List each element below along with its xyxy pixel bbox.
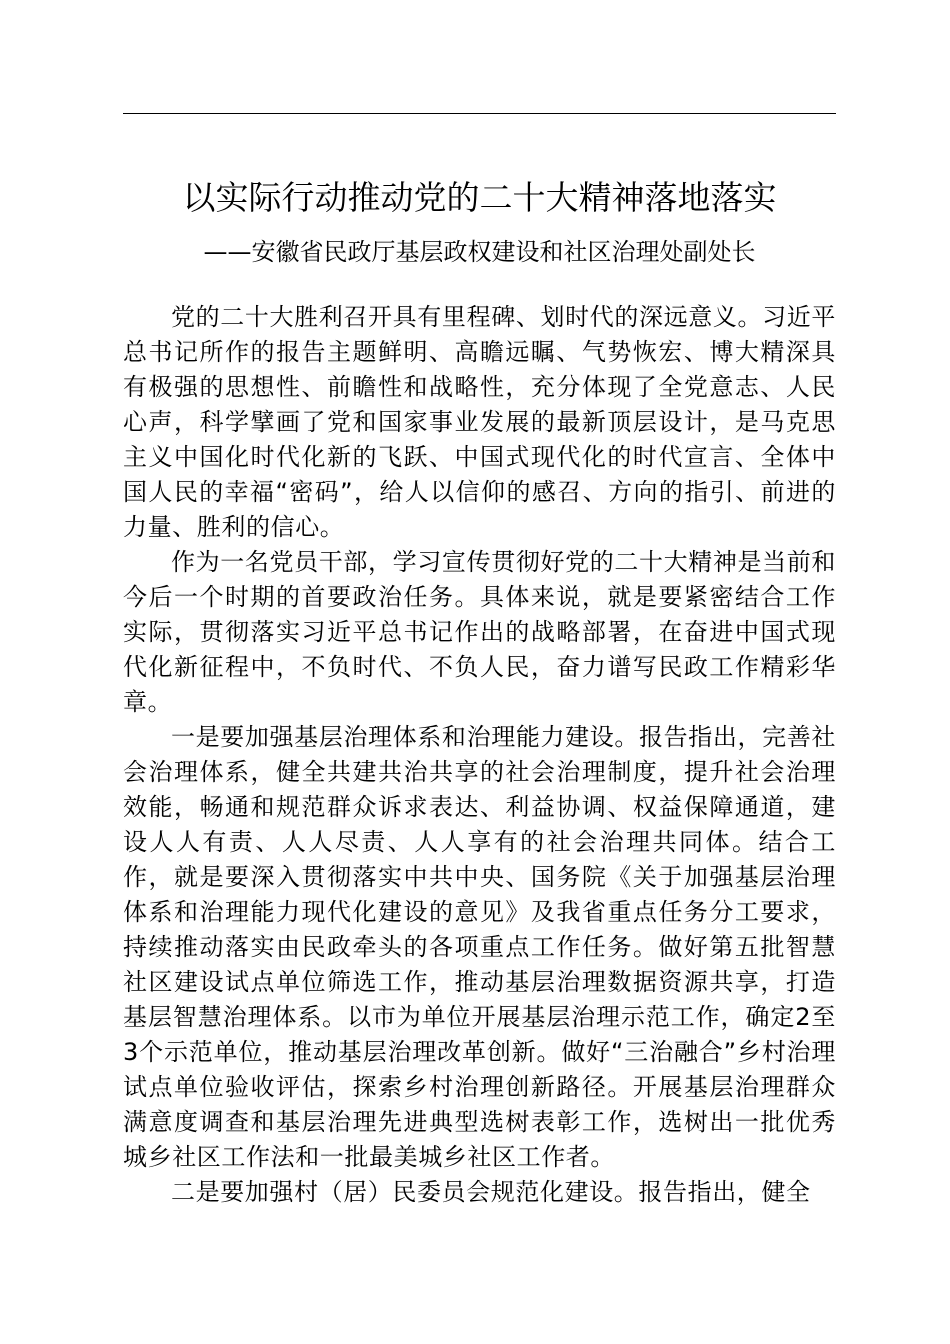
paragraph-point-two: 二是要加强村（居）民委员会规范化建设。报告指出，健全 xyxy=(171,1178,811,1206)
document-body xyxy=(123,300,836,1210)
paragraph-point-one: 一是要加强基层治理体系和治理能力建设。报告指出，完善社会治理体系，健全共建共治共享的社会治理制度，提升社会治理效能，畅通和规范群众诉求表达、利益协调、权益保障通道，建设人人有责、人人尽责、人人享有的社会治理共同体。结合工作，就是要深入贯彻落实中共中央、国务院《关于加强基层治理体系和治理能力现代化建设的意见》及我省重点任务分工要求，持续推动落实由民政牵头的各项重点工作任务。做好第五批智慧社区建设试点单位筛选工作，推动基层治理数据资源共享，打造基层智慧治理体系。以市为单位开展基层治理示范工作，确定2至3个示范单位，推动基层治理改革创新。做好“三治融合”乡村治理试点单位验收评估，探索乡村治理创新路径。开展基层治理群众满意度调查和基层治理先进典型选树表彰工作，选树出一批优秀城乡社区工作法和一批最美城乡社区工作者。 xyxy=(123,723,836,1171)
paragraph-intro: 党的二十大胜利召开具有里程碑、划时代的深远意义。习近平总书记所作的报告主题鲜明、高瞻远瞩、气势恢宏、博大精深具有极强的思想性、前瞻性和战略性，充分体现了全党意志、人民心声，科学擘画了党和国家事业发展的最新顶层设计，是马克思主义中国化时代化新的飞跃、中国式现代化的时代宣言、全体中国人民的幸福“密码”，给人以信仰的感召、方向的指引、前进的力量、胜利的信心。 xyxy=(123,303,836,541)
header-rule xyxy=(123,113,836,114)
document-subtitle: ——安徽省民政厅基层政权建设和社区治理处副处长 xyxy=(203,238,756,266)
paragraph-duty: 作为一名党员干部，学习宣传贯彻好党的二十大精神是当前和今后一个时期的首要政治任务。具体来说，就是要紧密结合工作实际，贯彻落实习近平总书记作出的战略部署，在奋进中国式现代化新征程中，不负时代、不负人民，奋力谱写民政工作精彩华章。 xyxy=(123,548,836,716)
document-title: 以实际行动推动党的二十大精神落地落实 xyxy=(182,178,777,217)
